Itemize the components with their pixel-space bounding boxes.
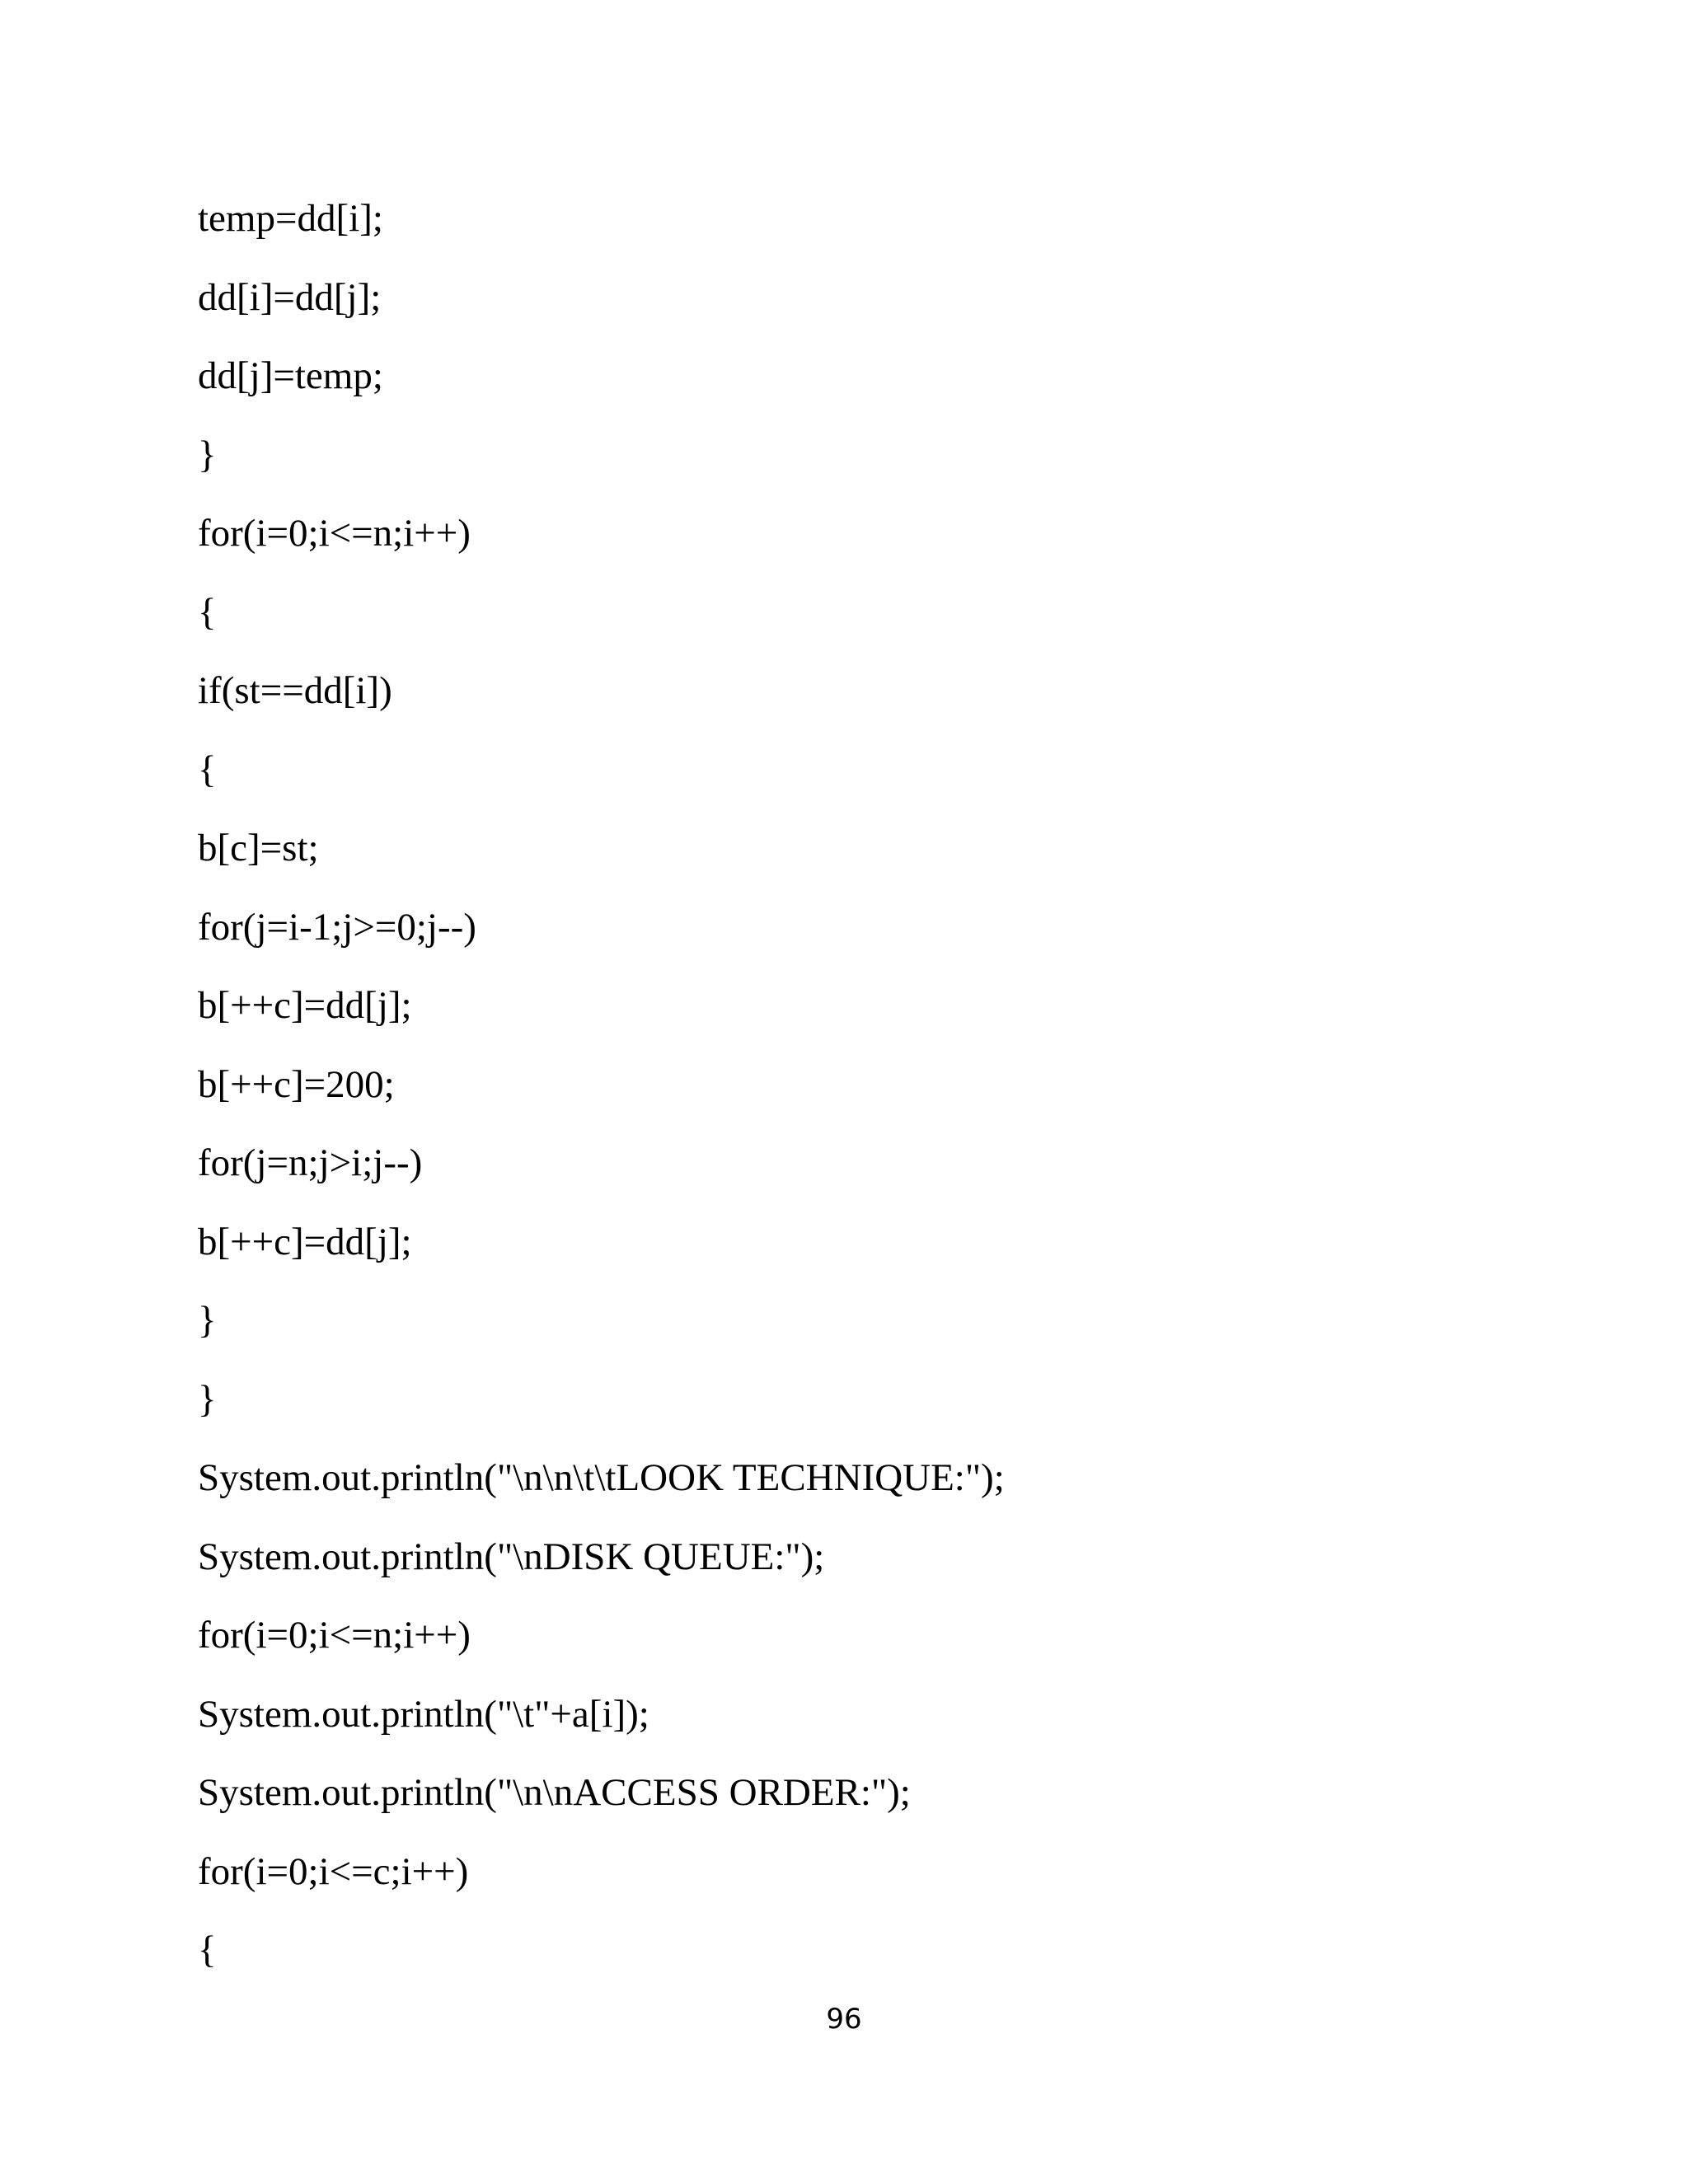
code-line: System.out.println("\t"+a[i]); [198,1692,649,1736]
code-line: b[++c]=dd[j]; [198,1220,412,1263]
code-line: for(j=n;j>i;j--) [198,1141,423,1184]
page-number: 96 [826,2003,862,2036]
code-line: } [198,433,217,476]
code-line: } [198,1299,217,1342]
code-line: for(i=0;i<=n;i++) [198,1614,471,1657]
code-line: } [198,1377,217,1421]
code-listing [198,194,1599,2004]
code-line: temp=dd[i]; [198,197,383,240]
code-line: System.out.println("\n\nACCESS ORDER:"); [198,1771,911,1814]
code-line: if(st==dd[i]) [198,669,392,712]
code-line: b[c]=st; [198,827,319,869]
code-line: b[++c]=200; [198,1062,395,1106]
code-line: dd[i]=dd[j]; [198,275,382,319]
code-line: { [198,1929,217,1971]
code-line: b[++c]=dd[j]; [198,984,412,1027]
code-line: dd[j]=temp; [198,354,383,397]
code-line: System.out.println("\n\n\t\tLOOK TECHNIQUE:"); [198,1456,1005,1499]
code-line: { [198,590,217,634]
code-line: { [198,748,217,791]
code-line: for(j=i-1;j>=0;j--) [198,905,476,949]
code-line: System.out.println("\nDISK QUEUE:"); [198,1535,825,1578]
code-line: for(i=0;i<=n;i++) [198,512,471,555]
code-line: for(i=0;i<=c;i++) [198,1849,469,1893]
